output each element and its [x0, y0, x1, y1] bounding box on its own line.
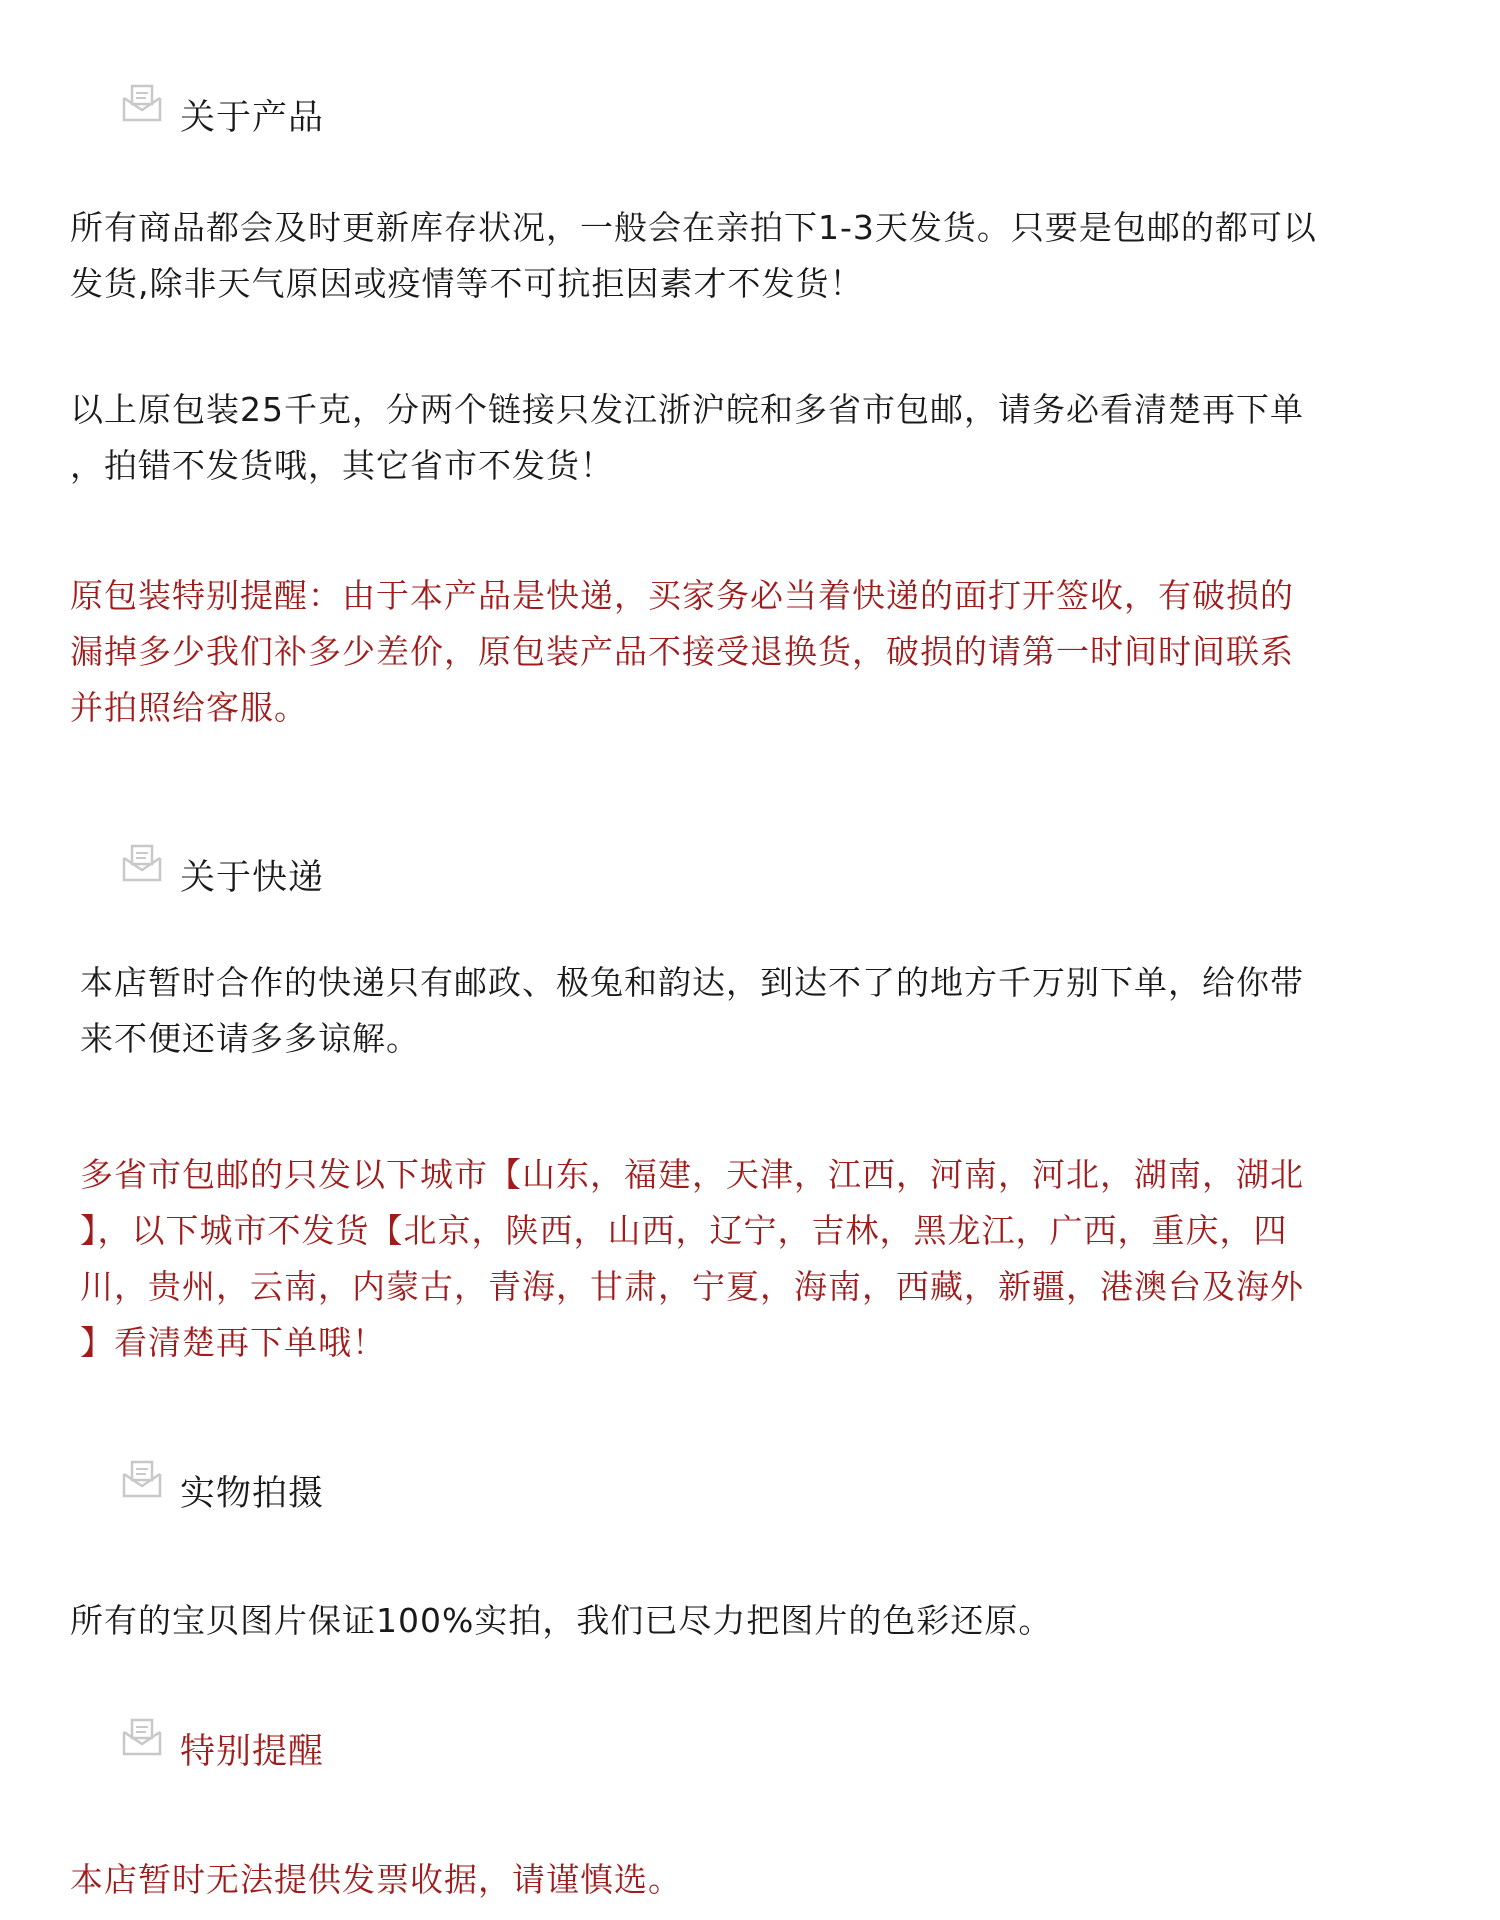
text-line: 原包装特别提醒：由于本产品是快递，买家务必当着快递的面打开签收，有破损的 — [70, 576, 1294, 615]
product-warning-paragraph — [70, 568, 1430, 736]
notice-paragraph — [70, 1852, 1430, 1908]
section-title: 关于快递 — [180, 858, 325, 898]
product-package-paragraph — [70, 382, 1430, 494]
envelope-icon — [120, 1458, 164, 1502]
product-stock-paragraph — [70, 200, 1430, 312]
text-line: 并拍照给客服。 — [70, 688, 308, 727]
section-title: 关于产品 — [180, 98, 325, 138]
text-line: 漏掉多少我们补多少差价，原包装产品不接受退换货，破损的请第一时间时间联系 — [70, 632, 1294, 671]
text-line: 本店暂时合作的快递只有邮政、极兔和韵达，到达不了的地方千万别下单，给你带 — [80, 963, 1304, 1002]
text-line: 】，以下城市不发货【北京，陕西，山西，辽宁，吉林，黑龙江，广西，重庆，四 — [80, 1211, 1288, 1250]
text-line: 所有商品都会及时更新库存状况，一般会在亲拍下1-3天发货。只要是包邮的都可以 — [70, 208, 1317, 247]
photo-paragraph — [70, 1593, 1430, 1649]
text-line: 多省市包邮的只发以下城市【山东，福建，天津，江西，河南，河北，湖南，湖北 — [80, 1155, 1304, 1194]
express-regions-paragraph — [80, 1147, 1440, 1371]
envelope-icon — [120, 1716, 164, 1760]
text-line: ，拍错不发货哦，其它省市不发货！ — [70, 446, 614, 485]
text-line: 本店暂时无法提供发票收据，请谨慎选。 — [70, 1860, 682, 1899]
text-line: 所有的宝贝图片保证100%实拍，我们已尽力把图片的色彩还原。 — [70, 1601, 1053, 1640]
envelope-icon — [120, 842, 164, 886]
text-line: 来不便还请多多谅解。 — [80, 1019, 420, 1058]
text-line: 以上原包装25千克，分两个链接只发江浙沪皖和多省市包邮，请务必看清楚再下单 — [70, 390, 1304, 429]
text-line: 】看清楚再下单哦！ — [80, 1323, 386, 1362]
text-line: 发货,除非天气原因或疫情等不可抗拒因素才不发货！ — [70, 264, 864, 303]
express-partners-paragraph — [80, 955, 1440, 1067]
section-title: 实物拍摄 — [180, 1474, 325, 1514]
section-title: 特别提醒 — [180, 1732, 325, 1772]
text-line: 川，贵州，云南，内蒙古，青海，甘肃，宁夏，海南，西藏，新疆，港澳台及海外 — [80, 1267, 1304, 1306]
envelope-icon — [120, 82, 164, 126]
